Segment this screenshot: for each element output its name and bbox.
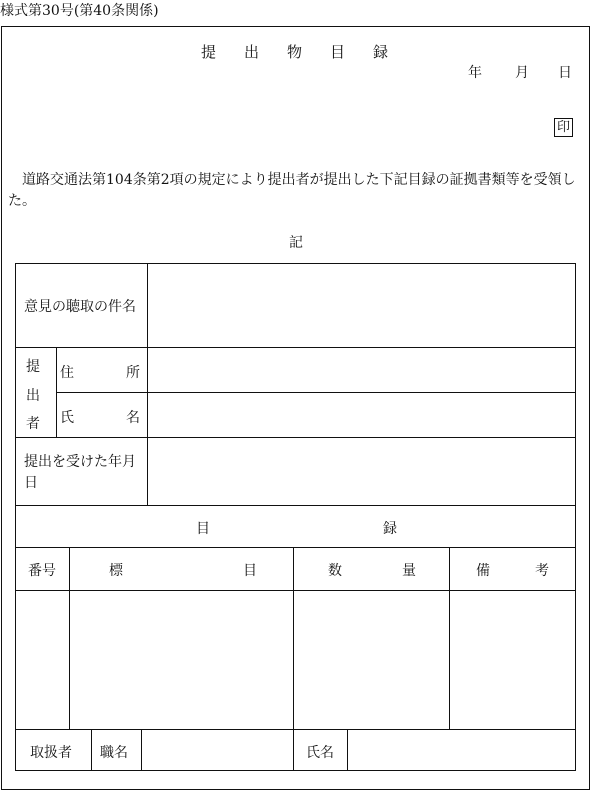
position-label: 職名 (100, 745, 128, 761)
row-divider (16, 347, 575, 348)
seal-mark: 印 (554, 118, 573, 137)
list-heading-2: 録 (383, 521, 397, 537)
column-divider (56, 347, 57, 437)
column-divider (69, 547, 70, 729)
column-divider (141, 729, 142, 771)
column-divider (449, 547, 450, 729)
column-divider (347, 729, 348, 771)
col-item-header-1: 標 (109, 563, 123, 579)
hearing-case-label: 意見の聴取の件名 (24, 299, 136, 315)
form-title: 提出物目録 (201, 43, 417, 61)
row-divider (16, 590, 575, 591)
submitter-label-1: 提 (26, 359, 40, 375)
received-date-label: 提出を受けた年月日 (24, 454, 136, 491)
submitter-label-2: 出 (26, 388, 40, 404)
column-divider (147, 264, 148, 505)
col-quantity-header-1: 数 (328, 563, 342, 579)
receipt-statement: 道路交通法第104条第2項の規定により提出者が提出した下記目録の証拠書類等を受領した。 (8, 172, 576, 209)
name-label-2: 名 (126, 410, 140, 426)
row-divider (16, 437, 575, 438)
ki-heading: 記 (289, 235, 303, 251)
row-divider (16, 729, 575, 730)
row-divider (16, 505, 575, 506)
address-label-2: 所 (126, 365, 140, 381)
handler-label: 取扱者 (30, 745, 72, 761)
column-divider (293, 729, 294, 771)
column-divider (91, 729, 92, 771)
date-day-label: 日 (558, 65, 572, 81)
row-divider (16, 547, 575, 548)
col-quantity-header-2: 量 (402, 563, 416, 579)
list-heading-1: 目 (196, 521, 210, 537)
submission-table (15, 263, 576, 771)
name-label-1: 氏 (60, 410, 74, 426)
row-divider (56, 392, 575, 393)
col-item-header-2: 目 (243, 563, 257, 579)
col-remarks-header-2: 考 (535, 563, 549, 579)
col-remarks-header-1: 備 (476, 563, 490, 579)
form-number: 様式第30号(第40条関係) (0, 3, 159, 19)
handler-name-label: 氏名 (306, 745, 334, 761)
col-number-header: 番号 (28, 563, 56, 579)
submitter-label-3: 者 (26, 416, 40, 432)
address-label-1: 住 (60, 365, 74, 381)
date-month-label: 月 (515, 65, 529, 81)
column-divider (293, 547, 294, 729)
date-year-label: 年 (468, 65, 482, 81)
